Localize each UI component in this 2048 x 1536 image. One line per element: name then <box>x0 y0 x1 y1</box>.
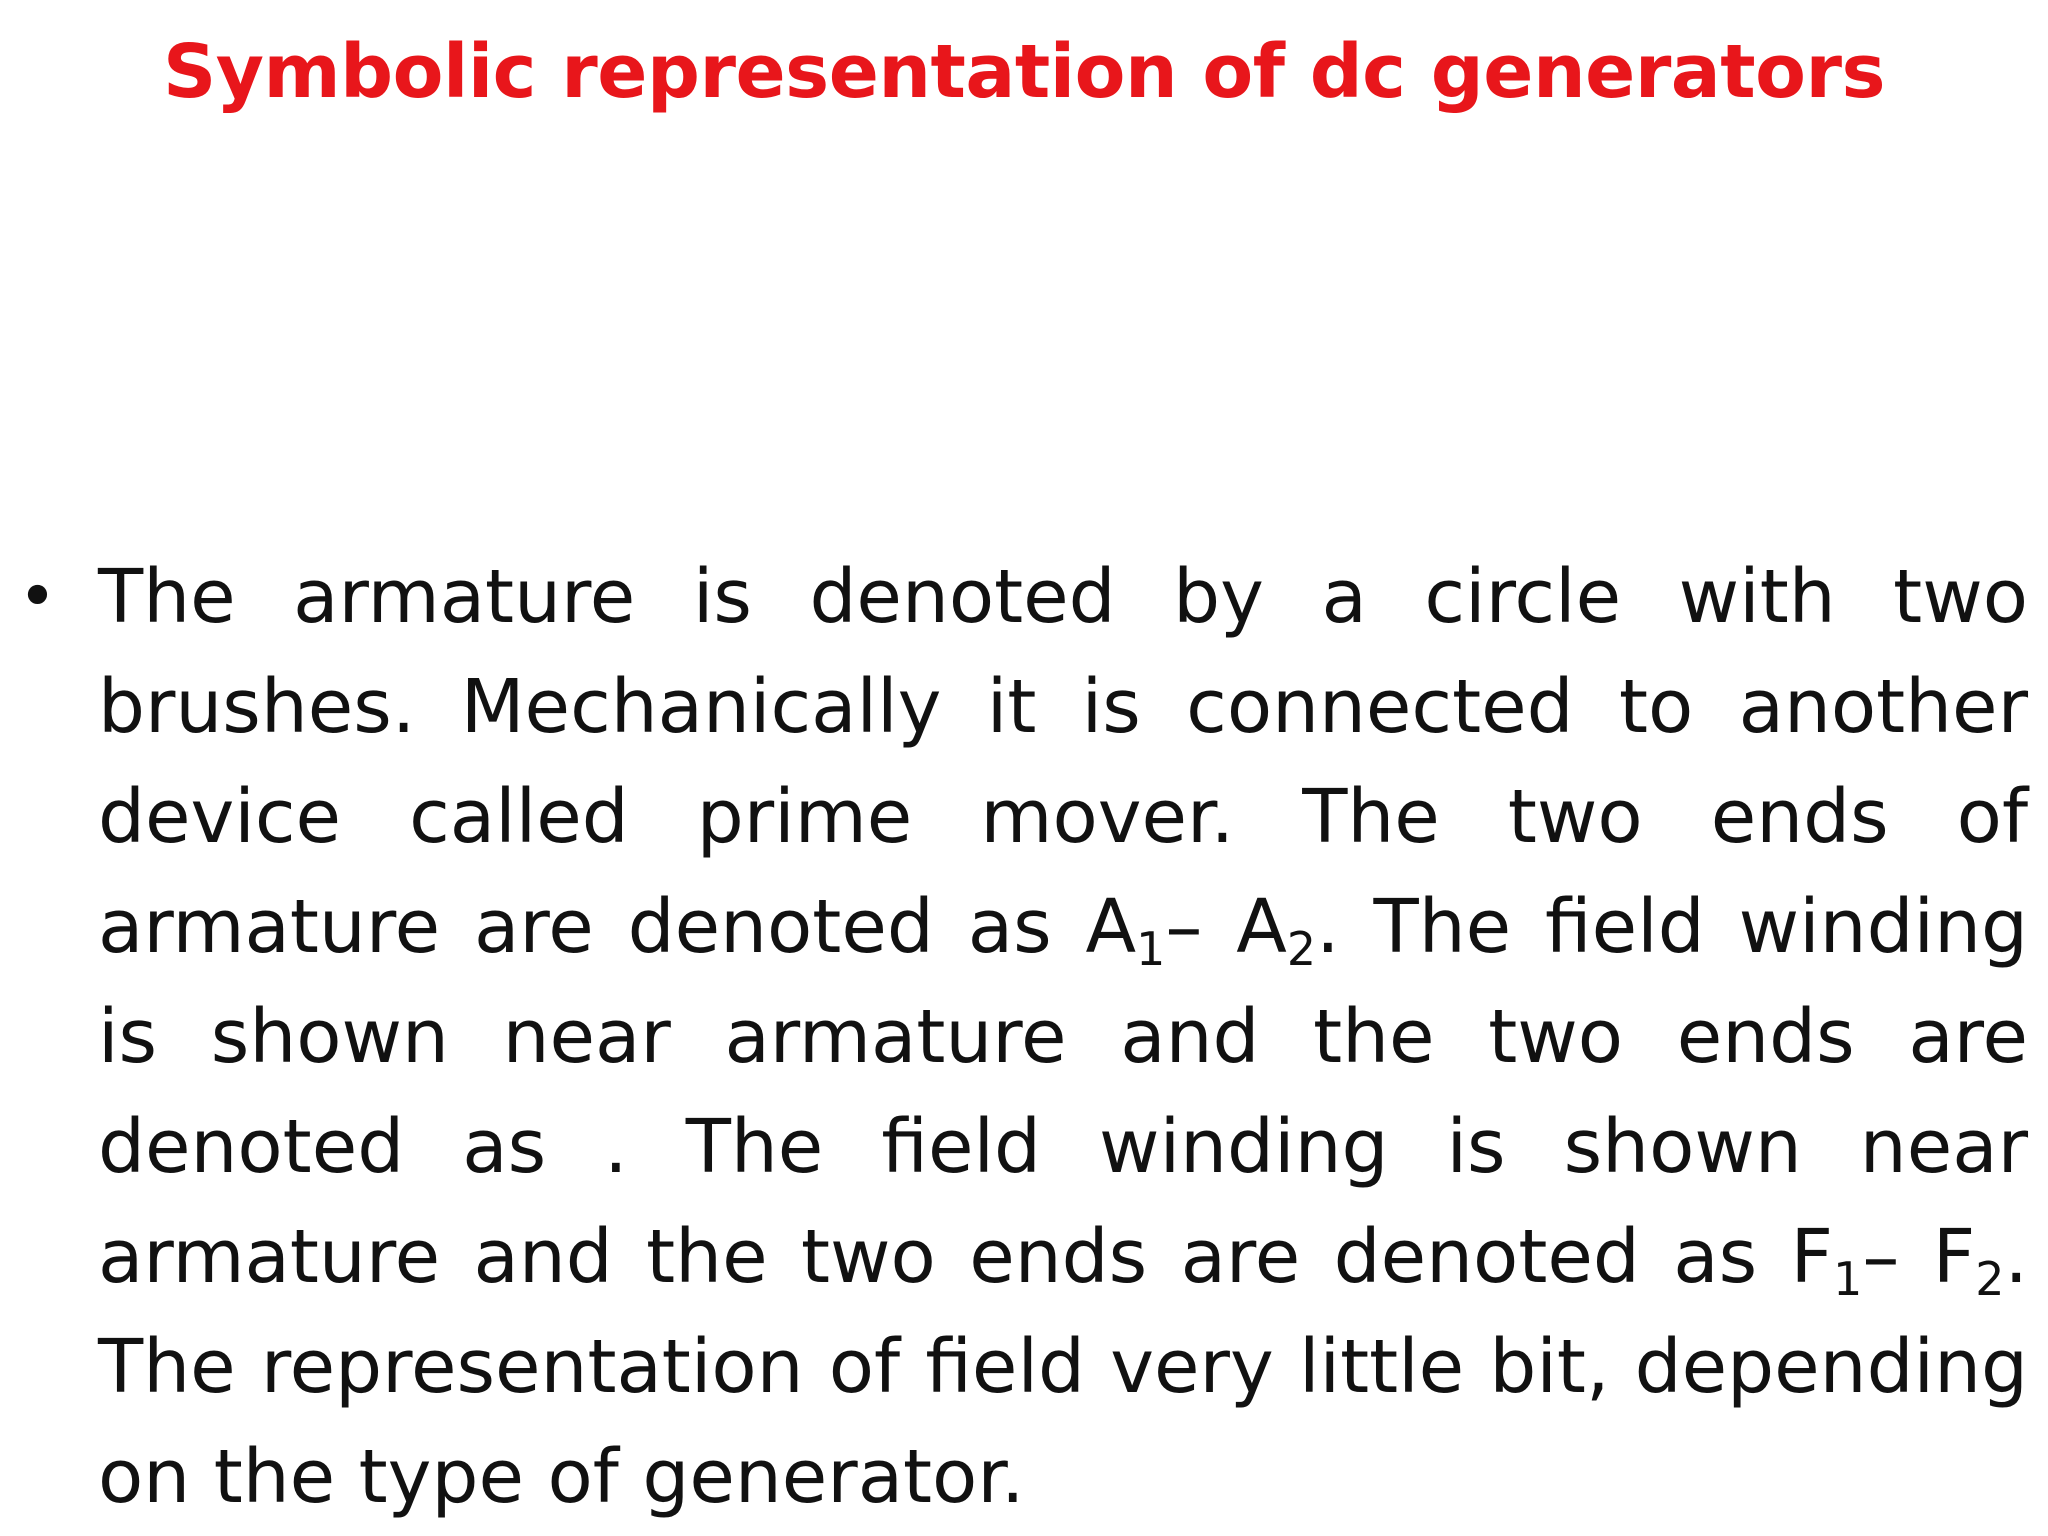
paragraph-line-4 <box>98 872 2028 982</box>
subscript-a2: 2 <box>1286 921 1317 976</box>
line-7-text-end: . <box>2004 1214 2028 1300</box>
line-4-text-start: armature are denoted as A <box>98 884 1137 970</box>
line-4-text-end: . The field winding <box>1316 884 2028 970</box>
paragraph-line-1: The armature is denoted by a circle with two <box>98 554 2028 640</box>
bullet-icon: • <box>18 558 57 635</box>
line-4-text-mid: – A <box>1165 884 1287 970</box>
paragraph-line-8: The representation of field very little bit, depending <box>98 1324 2028 1410</box>
paragraph-line-5: is shown near armature and the two ends are <box>98 994 2028 1080</box>
subscript-a1: 1 <box>1136 921 1166 976</box>
paragraph-line-7 <box>98 1202 2028 1312</box>
paragraph-line-2: brushes. Mechanically it is connected to another <box>98 664 2028 750</box>
bullet-paragraph <box>98 542 2028 1532</box>
paragraph-line-6: denoted as . The field winding is shown near <box>98 1104 2028 1190</box>
slide-title: Symbolic representation of dc generators <box>163 29 1885 115</box>
line-7-text-start: armature and the two ends are denoted as F <box>98 1214 1834 1300</box>
subscript-f2: 2 <box>1975 1251 2005 1306</box>
paragraph-line-3: device called prime mover. The two ends of <box>98 774 2028 860</box>
subscript-f1: 1 <box>1833 1251 1863 1306</box>
paragraph-line-9: on the type of generator. <box>98 1434 1025 1520</box>
line-7-text-mid: – F <box>1862 1214 1976 1300</box>
